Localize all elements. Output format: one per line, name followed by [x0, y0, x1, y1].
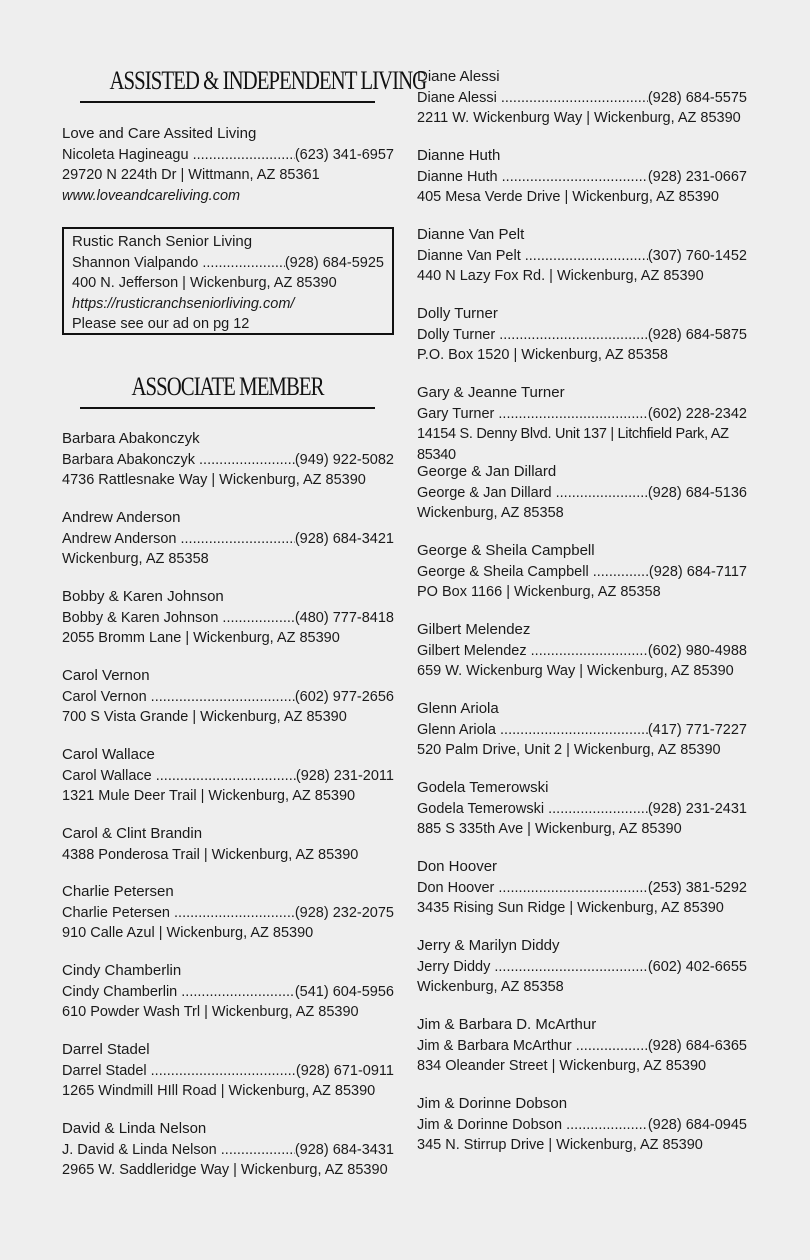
member-entry: [62, 508, 394, 570]
member-phone[interactable]: (602) 402-6655: [647, 958, 747, 975]
member-contact: Gilbert Melendez .....: [417, 641, 648, 662]
listing-website-link[interactable]: www.loveandcareliving.com: [62, 187, 241, 204]
member-address: 2965 W. Saddleridge Way | Wickenburg, AZ 85390: [62, 1162, 388, 1178]
member-address: 1265 Windmill HIll Road | Wickenburg, AZ 85390: [62, 1083, 376, 1099]
member-name: Gilbert Melendez: [417, 621, 531, 638]
member-name: Barbara Abakonczyk: [62, 430, 200, 447]
member-contact-line: [417, 167, 747, 188]
member-contact: Jim & Barbara McArthur .....: [417, 1036, 648, 1057]
listing-phone[interactable]: (928) 684-5925: [284, 254, 384, 271]
member-name: Dianne Van Pelt: [417, 226, 525, 243]
member-phone[interactable]: (602) 228-2342: [647, 405, 747, 422]
listing-note: Please see our ad on pg 12: [72, 316, 250, 332]
member-contact: Barbara Abakonczyk .....: [62, 450, 295, 471]
member-entry: [417, 936, 747, 998]
member-name: Jerry & Marilyn Diddy: [417, 937, 560, 954]
member-phone[interactable]: (928) 684-5575: [647, 89, 747, 106]
member-phone[interactable]: (928) 231-2431: [647, 800, 747, 817]
member-contact: Glenn Ariola .....: [417, 720, 648, 741]
member-name: Andrew Anderson: [62, 509, 181, 526]
member-contact-line: [417, 88, 747, 109]
member-name: Jim & Barbara D. McArthur: [417, 1016, 597, 1033]
member-phone[interactable]: (541) 604-5956: [294, 983, 394, 1000]
member-name: Dianne Huth: [417, 147, 501, 164]
member-contact: Dianne Van Pelt .....: [417, 246, 648, 267]
member-contact: George & Sheila Campbell .....: [417, 562, 649, 583]
member-phone[interactable]: (928) 684-5875: [647, 326, 747, 343]
member-address: 440 N Lazy Fox Rd. | Wickenburg, AZ 85390: [417, 268, 704, 284]
listing-contact: Shannon Vialpando .....: [72, 253, 285, 274]
member-contact: Cindy Chamberlin .....: [62, 982, 295, 1003]
member-contact-line: [417, 720, 747, 741]
member-name: Charlie Petersen: [62, 883, 174, 900]
member-address: 14154 S. Denny Blvd. Unit 137 | Litchfield Park, AZ 85340: [417, 426, 729, 463]
listing-name: Rustic Ranch Senior Living: [72, 233, 253, 250]
member-address: 2055 Bromm Lane | Wickenburg, AZ 85390: [62, 630, 340, 646]
member-contact-line: [417, 1115, 747, 1136]
member-entry: [62, 666, 394, 728]
member-entry: [417, 1094, 747, 1156]
member-name: Bobby & Karen Johnson: [62, 588, 224, 605]
member-address: 910 Calle Azul | Wickenburg, AZ 85390: [62, 925, 314, 941]
member-phone[interactable]: (928) 684-0945: [647, 1116, 747, 1133]
member-contact-line: [62, 1140, 394, 1161]
member-contact: Gary Turner .....: [417, 404, 648, 425]
member-name: Jim & Dorinne Dobson: [417, 1095, 568, 1112]
member-contact: J. David & Linda Nelson .....: [62, 1140, 295, 1161]
member-name: Gary & Jeanne Turner: [417, 384, 565, 401]
member-contact: Don Hoover .....: [417, 878, 648, 899]
member-address: Wickenburg, AZ 85358: [417, 979, 564, 995]
member-contact-line: [417, 404, 747, 425]
member-phone[interactable]: (928) 671-0911: [295, 1062, 394, 1079]
member-name: Carol & Clint Brandin: [62, 825, 203, 842]
listing-contact-line: [72, 253, 384, 274]
member-contact-line: [62, 608, 394, 629]
member-phone[interactable]: (928) 684-3421: [294, 530, 394, 547]
member-contact-line: [417, 562, 747, 583]
member-name: George & Sheila Campbell: [417, 542, 595, 559]
member-entry: [417, 225, 747, 287]
member-address: 659 W. Wickenburg Way | Wickenburg, AZ 85390: [417, 663, 734, 679]
member-entry: [62, 587, 394, 649]
member-contact: Jerry Diddy .....: [417, 957, 648, 978]
member-address: 834 Oleander Street | Wickenburg, AZ 85390: [417, 1058, 707, 1074]
member-phone[interactable]: (928) 684-6365: [647, 1037, 747, 1054]
member-name: Don Hoover: [417, 858, 498, 875]
member-phone[interactable]: (928) 231-2011: [295, 767, 394, 784]
member-phone[interactable]: (307) 760-1452: [647, 247, 747, 264]
member-contact-line: [417, 957, 747, 978]
member-contact: Bobby & Karen Johnson .....: [62, 608, 295, 629]
member-contact: Charlie Petersen .....: [62, 903, 295, 924]
member-entry: [417, 383, 747, 465]
heading-rule: [80, 101, 375, 103]
member-phone[interactable]: (928) 684-5136: [647, 484, 747, 501]
listing-love-and-care: [62, 124, 394, 206]
member-phone[interactable]: (602) 977-2656: [294, 688, 394, 705]
member-entry: [417, 857, 747, 919]
member-address: 3435 Rising Sun Ridge | Wickenburg, AZ 85390: [417, 900, 724, 916]
member-address: P.O. Box 1520 | Wickenburg, AZ 85358: [417, 347, 668, 363]
member-contact-line: [417, 799, 747, 820]
member-name: Carol Wallace: [62, 746, 155, 763]
member-address: 405 Mesa Verde Drive | Wickenburg, AZ 85390: [417, 189, 719, 205]
member-address: 610 Powder Wash Trl | Wickenburg, AZ 85390: [62, 1004, 359, 1020]
member-name: Cindy Chamberlin: [62, 962, 182, 979]
member-phone[interactable]: (949) 922-5082: [294, 451, 394, 468]
member-address: 345 N. Stirrup Drive | Wickenburg, AZ 85390: [417, 1137, 703, 1153]
member-address: Wickenburg, AZ 85358: [417, 505, 564, 521]
listing-contact-line: [62, 145, 394, 166]
listing-phone[interactable]: (623) 341-6957: [294, 146, 394, 163]
member-name: George & Jan Dillard: [417, 463, 557, 480]
member-entry: [417, 778, 747, 840]
listing-rustic-ranch-box: [62, 227, 394, 335]
member-address: PO Box 1166 | Wickenburg, AZ 85358: [417, 584, 661, 600]
member-contact-line: [62, 982, 394, 1003]
member-entry: [62, 961, 394, 1023]
member-entry: [417, 67, 747, 129]
member-name: David & Linda Nelson: [62, 1120, 207, 1137]
member-entry: [62, 1040, 394, 1102]
member-contact: Dianne Huth .....: [417, 167, 648, 188]
member-entry: [417, 146, 747, 208]
member-entry: [62, 745, 394, 807]
member-contact-line: [62, 529, 394, 550]
member-name: Godela Temerowski: [417, 779, 549, 796]
member-address: Wickenburg, AZ 85358: [62, 551, 209, 567]
member-address: 4736 Rattlesnake Way | Wickenburg, AZ 85390: [62, 472, 366, 488]
member-contact-line: [62, 766, 394, 787]
member-phone[interactable]: (253) 381-5292: [647, 879, 747, 896]
associate-member-heading: ASSOCIATE MEMBER: [131, 372, 324, 401]
listing-contact: Nicoleta Hagineagu .....: [62, 145, 295, 166]
member-contact-line: [62, 903, 394, 924]
member-contact-line: [417, 483, 747, 504]
heading-rule: [80, 407, 375, 409]
member-phone[interactable]: (928) 684-7117: [648, 563, 747, 580]
member-phone[interactable]: (602) 980-4988: [647, 642, 747, 659]
member-contact-line: [417, 246, 747, 267]
member-contact-line: [417, 878, 747, 899]
member-contact: George & Jan Dillard .....: [417, 483, 648, 504]
member-contact-line: [417, 1036, 747, 1057]
member-address: 520 Palm Drive, Unit 2 | Wickenburg, AZ 85390: [417, 742, 721, 758]
member-contact: Diane Alessi .....: [417, 88, 648, 109]
member-contact: Andrew Anderson .....: [62, 529, 295, 550]
member-entry: [62, 1119, 394, 1181]
member-contact: Darrel Stadel .....: [62, 1061, 296, 1082]
listing-address: 29720 N 224th Dr | Wittmann, AZ 85361: [62, 167, 320, 183]
member-entry: [417, 699, 747, 761]
member-name: Darrel Stadel: [62, 1041, 150, 1058]
member-address: 2211 W. Wickenburg Way | Wickenburg, AZ 85390: [417, 110, 741, 126]
member-contact-line: [417, 641, 747, 662]
member-phone[interactable]: (480) 777-8418: [294, 609, 394, 626]
member-entry: [417, 462, 747, 524]
member-entry: [417, 620, 747, 682]
member-contact: Carol Vernon .....: [62, 687, 295, 708]
member-contact-line: [62, 1061, 394, 1082]
member-address: 700 S Vista Grande | Wickenburg, AZ 85390: [62, 709, 347, 725]
member-entry: [417, 304, 747, 366]
member-phone[interactable]: (417) 771-7227: [647, 721, 747, 738]
member-entry: [62, 882, 394, 944]
member-contact-line: [62, 450, 394, 471]
member-address: 885 S 335th Ave | Wickenburg, AZ 85390: [417, 821, 682, 837]
listing-website-link[interactable]: https://rusticranchseniorliving.com/: [72, 295, 295, 312]
member-address: 4388 Ponderosa Trail | Wickenburg, AZ 85390: [62, 846, 359, 863]
member-name: Carol Vernon: [62, 667, 150, 684]
member-name: Dolly Turner: [417, 305, 498, 322]
member-contact: Jim & Dorinne Dobson .....: [417, 1115, 648, 1136]
member-contact: Carol Wallace .....: [62, 766, 296, 787]
member-address: 1321 Mule Deer Trail | Wickenburg, AZ 85390: [62, 788, 356, 804]
member-entry: [62, 824, 394, 865]
member-contact-line: [62, 687, 394, 708]
member-contact-line: [417, 325, 747, 346]
member-phone[interactable]: (928) 232-2075: [294, 904, 394, 921]
member-entry: [62, 429, 394, 491]
listing-address: 400 N. Jefferson | Wickenburg, AZ 85390: [72, 275, 337, 291]
member-phone[interactable]: (928) 684-3431: [294, 1141, 394, 1158]
listing-name: Love and Care Assited Living: [62, 125, 257, 142]
member-contact: Dolly Turner .....: [417, 325, 648, 346]
member-entry: [417, 1015, 747, 1077]
assisted-living-heading: ASSISTED & INDEPENDENT LIVING: [109, 66, 427, 95]
member-entry: [417, 541, 747, 603]
member-contact: Godela Temerowski .....: [417, 799, 648, 820]
member-name: Glenn Ariola: [417, 700, 499, 717]
member-phone[interactable]: (928) 231-0667: [647, 168, 747, 185]
member-name: Diane Alessi: [417, 68, 500, 85]
